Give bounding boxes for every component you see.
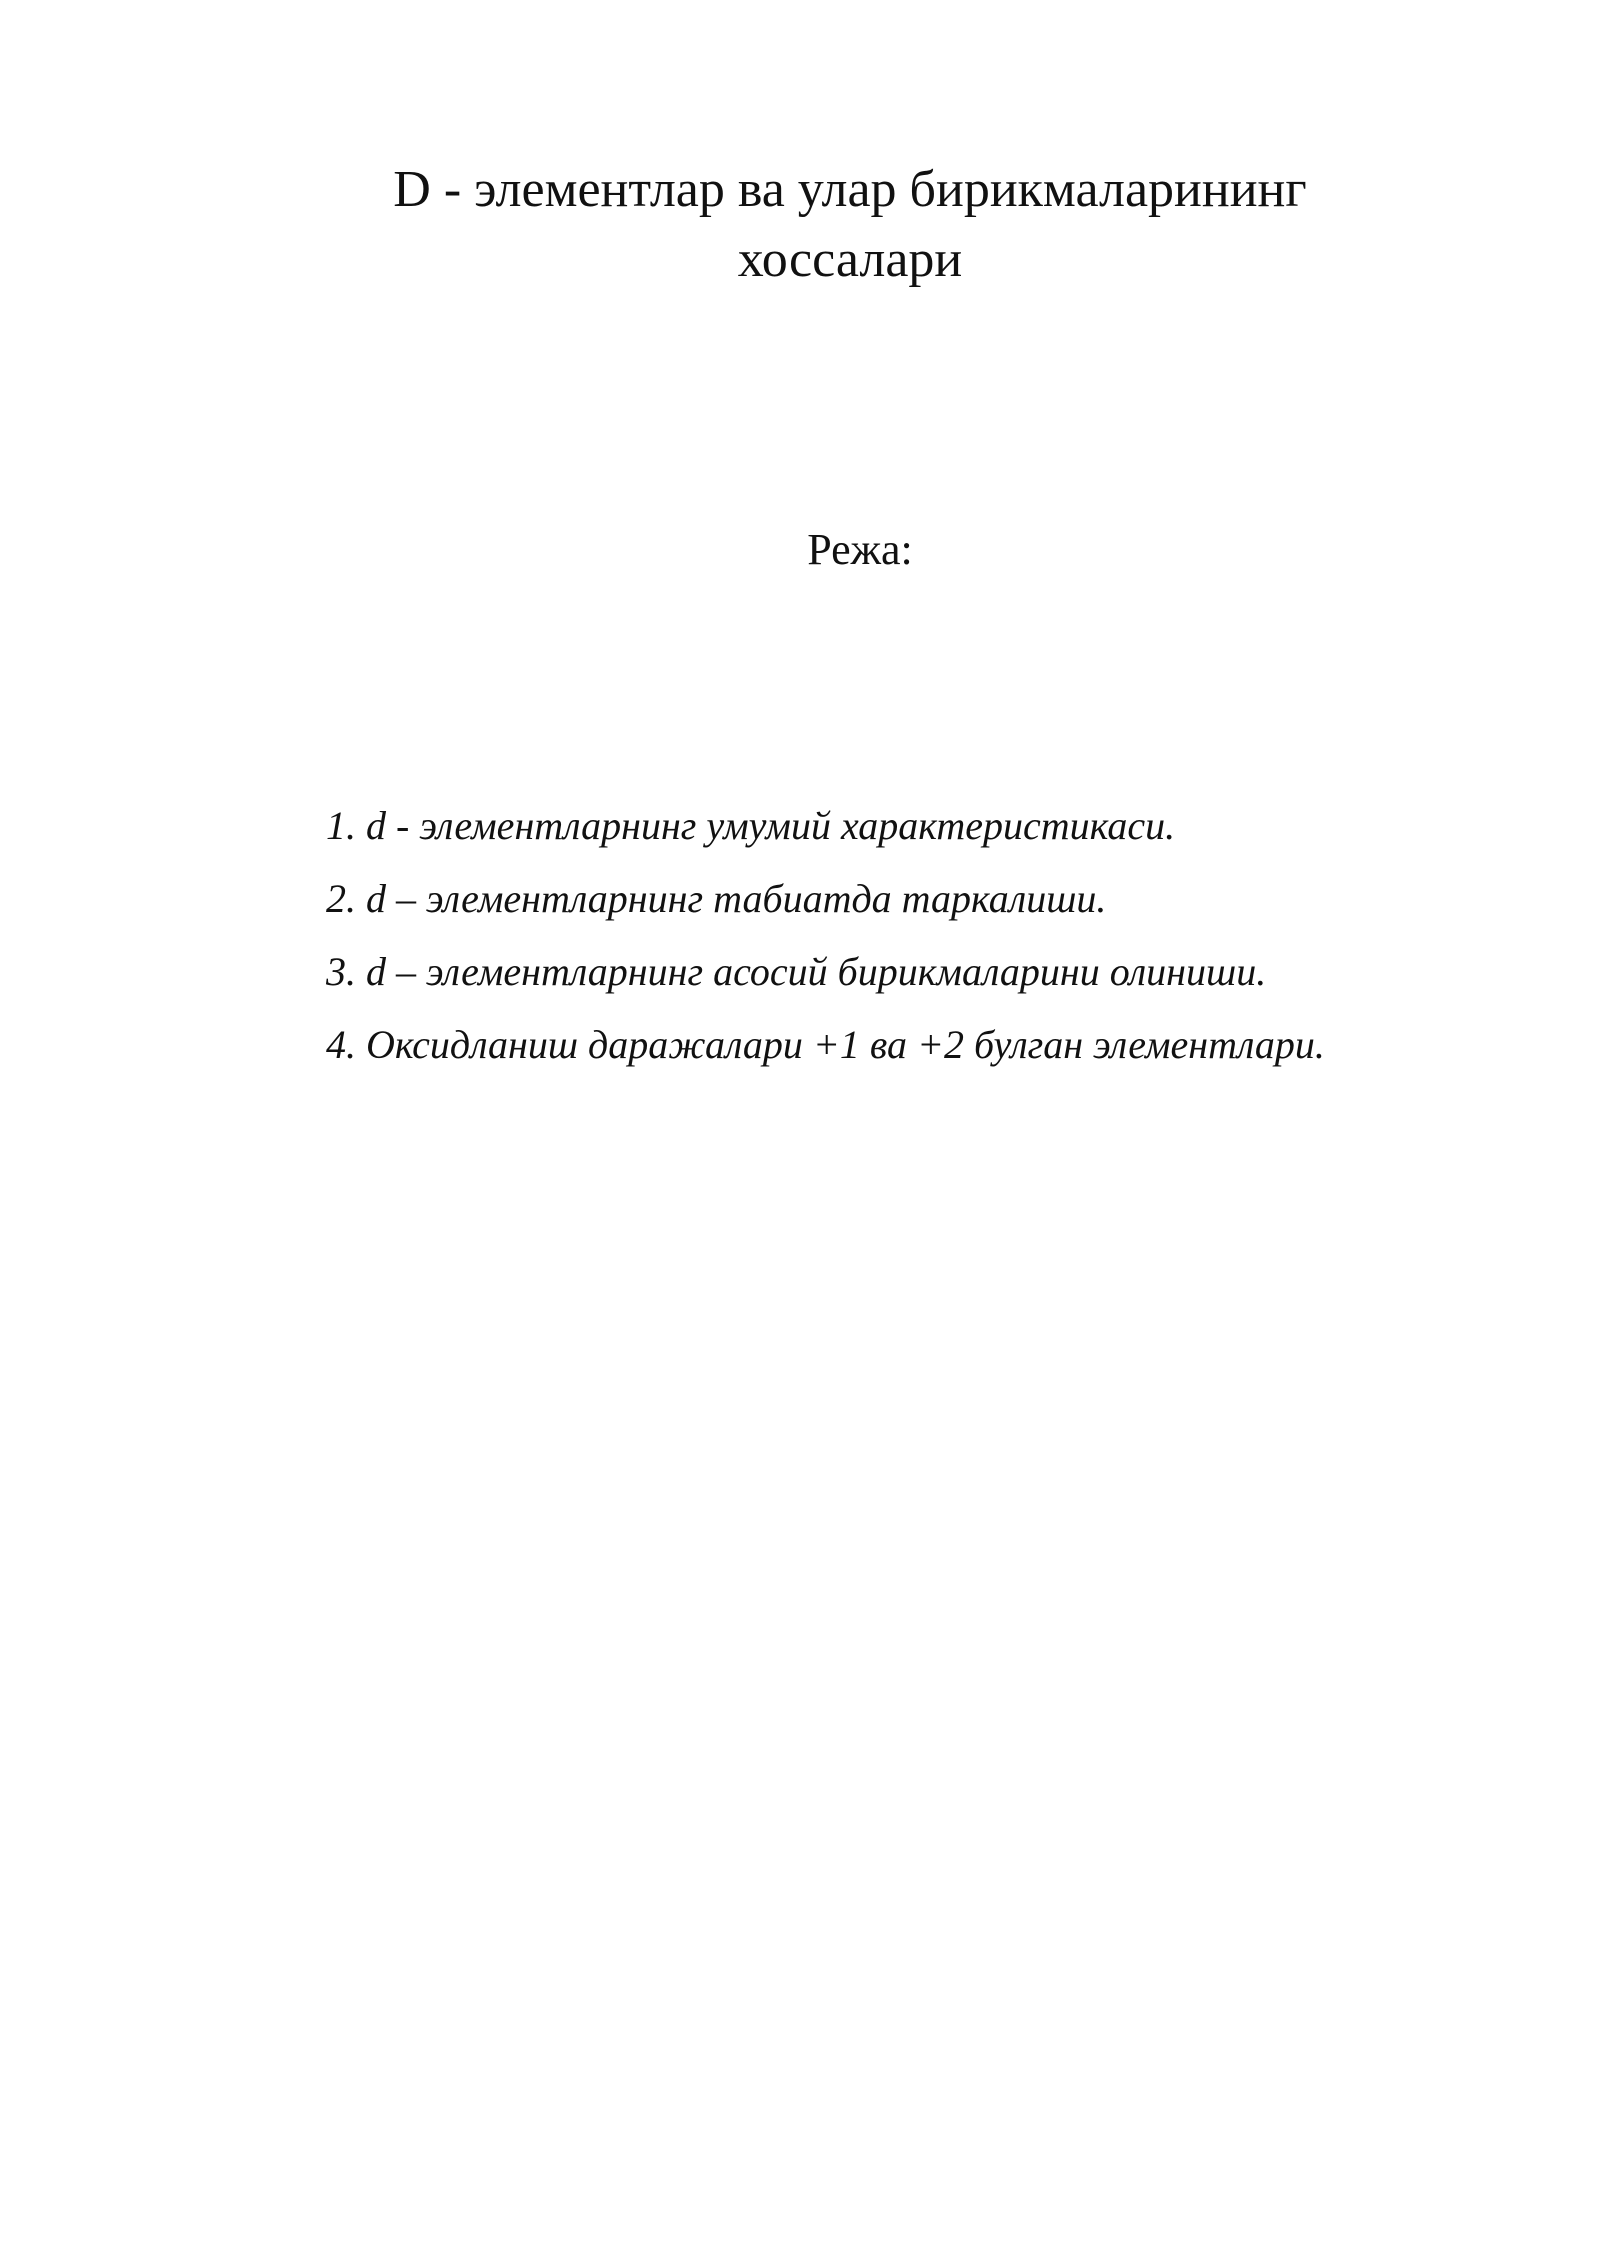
plan-item-4: 4. Оксидланиш даражалари +1 ва +2 булган элементлари.: [326, 1022, 1325, 1067]
title-line-2: хоссалари: [737, 231, 963, 288]
document-title: [250, 155, 1450, 295]
plan-item-3: 3. d – элементларнинг асосий бирикмаларини олиниши.: [326, 949, 1267, 994]
title-line-1: D - элементлар ва улар бирикмаларининг: [393, 161, 1307, 218]
plan-item-2: 2. d – элементларнинг табиатда таркалиши.: [326, 876, 1107, 921]
plan-item-1: 1. d - элементларнинг умумий характеристикаси.: [326, 803, 1176, 848]
plan-heading: Режа:: [807, 525, 913, 574]
plan-list: [326, 802, 1325, 1094]
